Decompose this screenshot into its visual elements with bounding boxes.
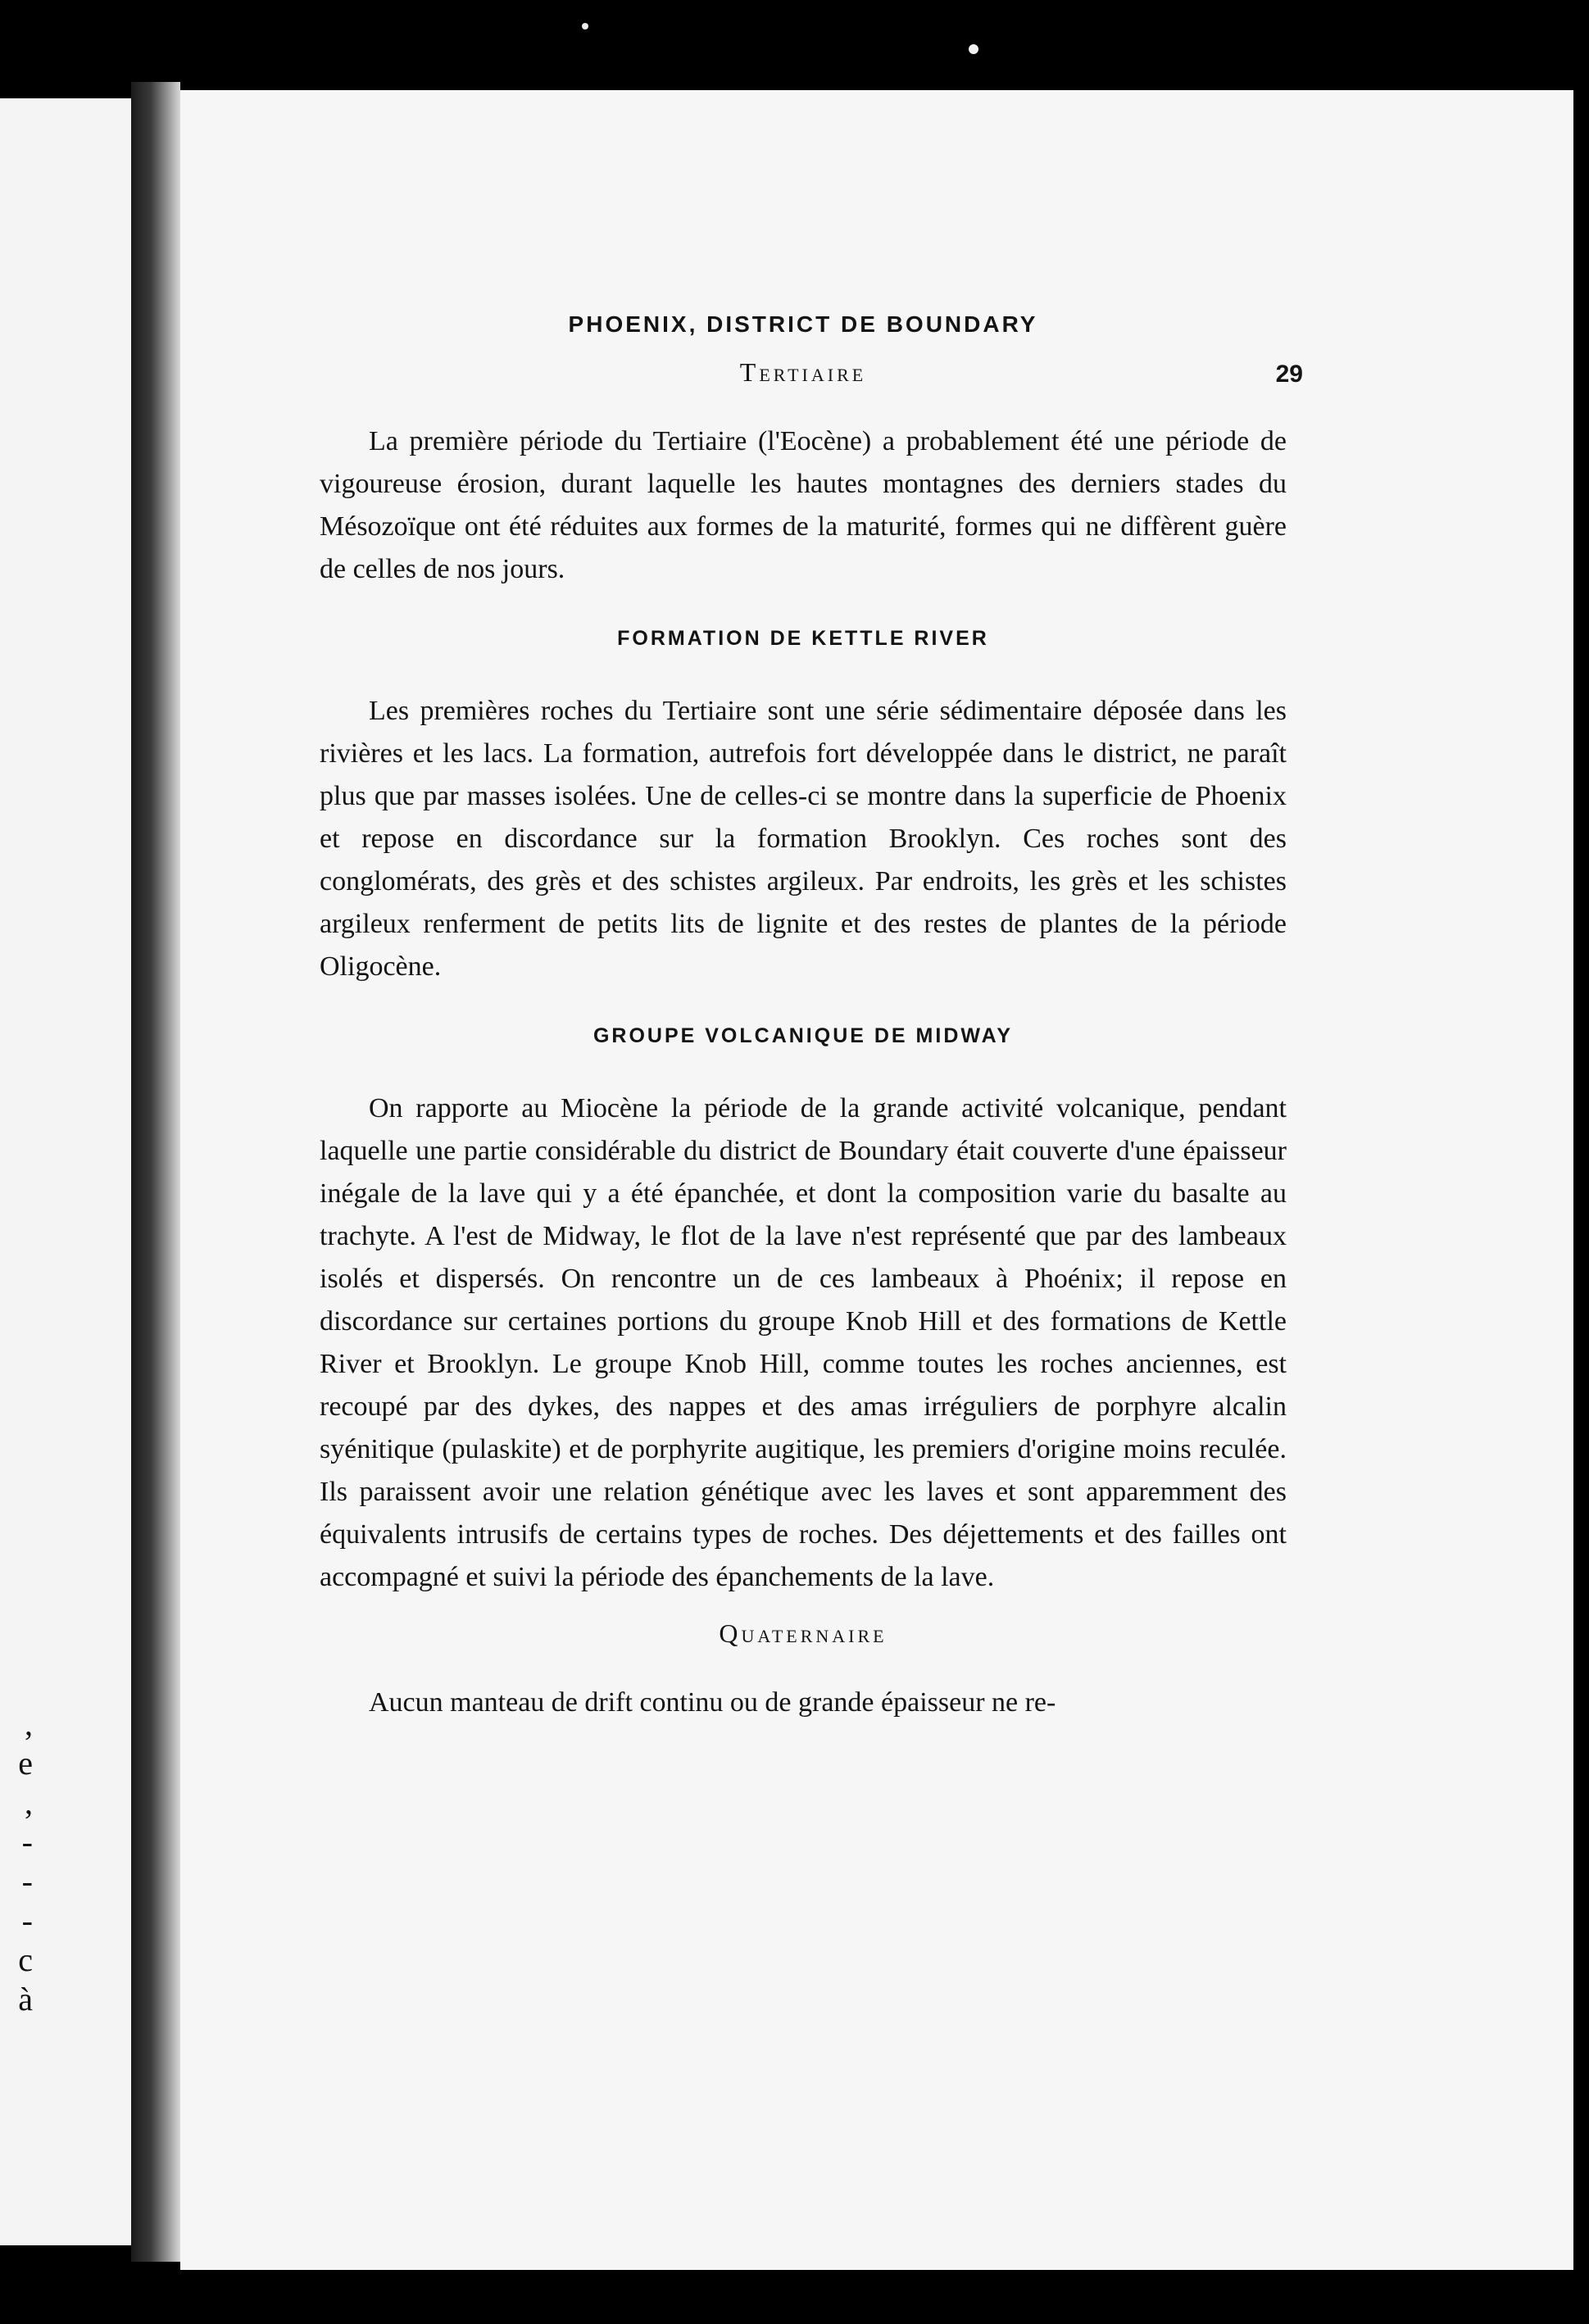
section-title-tertiaire: Tertiaire [739,357,867,387]
paragraph: La première période du Tertiaire (l'Eocène) a probablement été une période de vigoureuse érosion, durant laquelle les hautes montagnes des derniers stades du Mésozoïque ont été réduites aux formes de la maturité, formes qui ne diffèrent guère de celles de nos jours. [320,426,1287,584]
paragraph: Les premières roches du Tertiaire sont une série sédimentaire déposée dans les rivières et les lacs. La formation, autrefois fort développée dans le district, ne paraît plus que par masses isolées. Une de celles-ci se montre dans la superficie de Phoenix et repose en discordance sur la formation Brooklyn. Ces roches sont des conglomérats, des grès et des schistes argileux. Par endroits, les grès et les schistes argileux renferment de petits lits de lignite et des restes de plantes de la période Oligocène. [320,696,1287,982]
fragment: e [18,1745,33,1782]
book-gutter [131,82,180,2262]
fragment: c [18,1941,33,1978]
section-title-quaternaire: Quaternaire [719,1618,888,1648]
page-content [320,311,1303,1724]
left-page-fragments [0,1704,33,2019]
fragment: - [21,1863,33,1900]
subsection-title-midway: GROUPE VOLCANIQUE DE MIDWAY [592,1024,1014,1047]
fragment: à [18,1981,33,2018]
fragment: , [25,1705,33,1742]
paragraph: On rapporte au Miocène la période de la grande activité volcanique, pendant laquelle une partie considérable du district de Boundary était couverte d'une épaisseur inégale de la lave qui y a été épanchée, et dont la composition varie du basalte au trachyte. A l'est de Midway, le flot de la lave n'est représenté que par des lambeaux isolés et dispersés. On rencontre un de ces lambeaux à Phoénix; il repose en discordance sur certaines portions du groupe Knob Hill et des formations de Kettle River et Brooklyn. Le groupe Knob Hill, comme toutes les roches anciennes, est recoupé par des dykes, des nappes et des amas irréguliers de porphyre alcalin syénitique (pulaskite) et de porphyrite augitique, les premiers d'origine moins reculée. Ils paraissent avoir une relation génétique avec les laves et sont apparemment des équivalents intrusifs de certains types de roches. Des déjettements et des failles ont accompagné et suivi la période des épanchements de la lave. [320,1093,1287,1592]
running-head: PHOENIX, DISTRICT DE BOUNDARY [568,311,1038,337]
fragment: , [25,1784,33,1821]
right-page [180,90,1573,2270]
fragment: - [21,1823,33,1860]
fragment: - [21,1902,33,1939]
subsection-title-kettle-river: FORMATION DE KETTLE RIVER [617,627,989,650]
scan-speck [969,44,978,54]
paragraph: Aucun manteau de drift continu ou de grande épaisseur ne re- [369,1687,1056,1718]
page-number: 29 [1275,361,1303,388]
scan-speck [582,23,588,30]
